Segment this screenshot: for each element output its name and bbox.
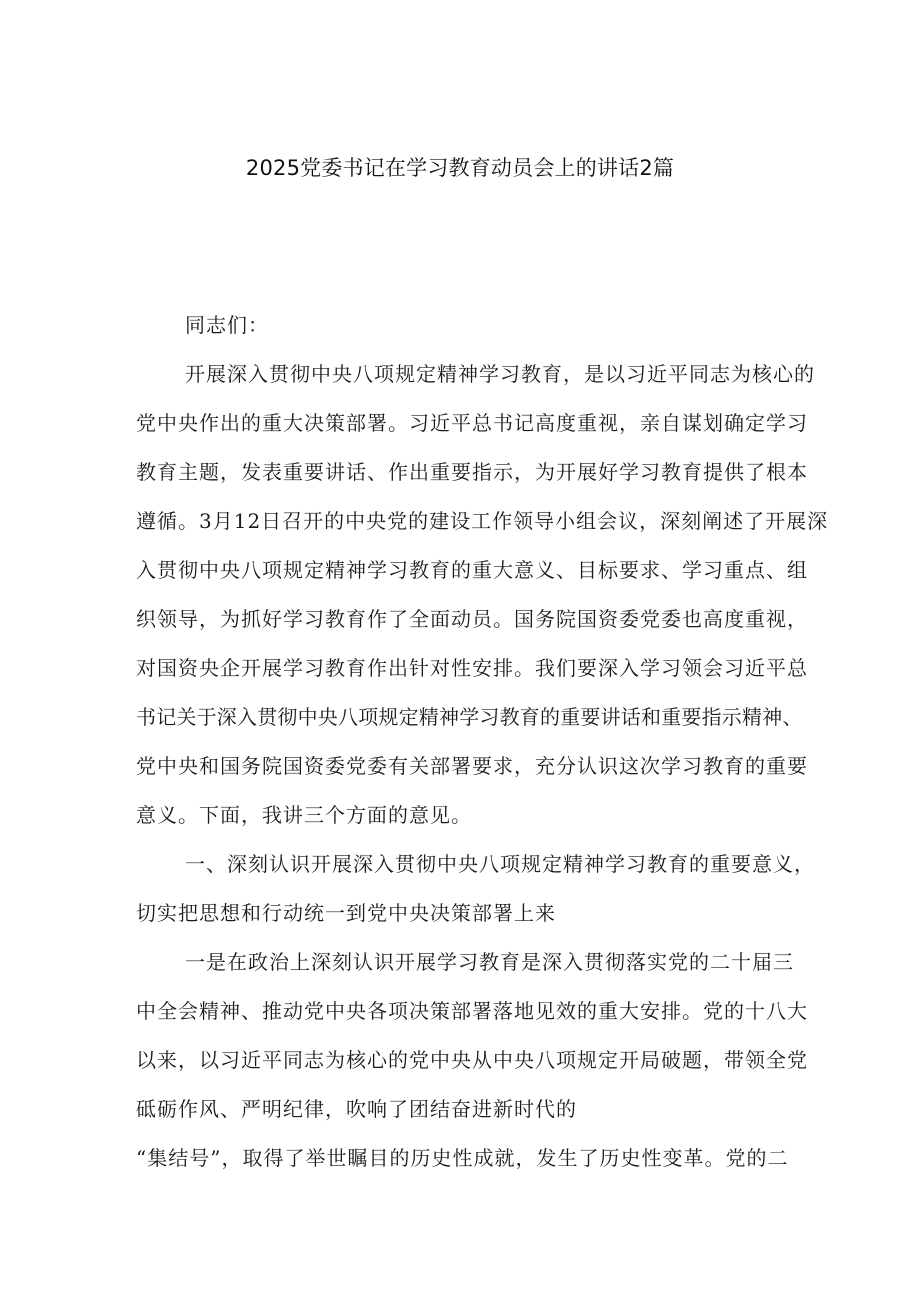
paragraph-line: 党中央和国务院国资委党委有关部署要求，充分认识这次学习教育的重要 xyxy=(136,754,808,778)
section-heading-line: 一、深刻认识开展深入贯彻中央八项规定精神学习教育的重要意义， xyxy=(185,852,815,876)
paragraph-line: 遵循。3月12日召开的中央党的建设工作领导小组会议，深刻阐述了开展深 xyxy=(136,509,829,533)
salutation-line: 同志们： xyxy=(185,313,269,337)
paragraph-line: 一是在政治上深刻认识开展学习教育是深入贯彻落实党的二十届三 xyxy=(185,950,794,974)
paragraph-line: 意义。下面，我讲三个方面的意见。 xyxy=(136,803,472,827)
paragraph-line: 砥砺作风、严明纪律，吹响了团结奋进新时代的 xyxy=(136,1097,577,1121)
paragraph-line: 以来，以习近平同志为核心的党中央从中央八项规定开局破题，带领全党 xyxy=(136,1048,808,1072)
paragraph-line: 开展深入贯彻中央八项规定精神学习教育，是以习近平同志为核心的 xyxy=(185,362,815,386)
paragraph-line: 书记关于深入贯彻中央八项规定精神学习教育的重要讲话和重要指示精神、 xyxy=(136,705,803,729)
paragraph-line: “集结号”，取得了举世瞩目的历史性成就，发生了历史性变革。党的二 xyxy=(136,1146,789,1170)
paragraph-line: 中全会精神、推动党中央各项决策部署落地见效的重大安排。党的十八大 xyxy=(136,999,808,1023)
paragraph-line: 教育主题，发表重要讲话、作出重要指示，为开展好学习教育提供了根本 xyxy=(136,460,808,484)
section-heading-line: 切实把思想和行动统一到党中央决策部署上来 xyxy=(136,901,556,925)
paragraph-line: 对国资央企开展学习教育作出针对性安排。我们要深入学习领会习近平总 xyxy=(136,656,808,680)
document-body xyxy=(136,310,829,1192)
paragraph-line: 织领导，为抓好学习教育作了全面动员。国务院国资委党委也高度重视， xyxy=(136,607,808,631)
paragraph-line: 党中央作出的重大决策部署。习近平总书记高度重视，亲自谋划确定学习 xyxy=(136,411,808,435)
paragraph-line: 入贯彻中央八项规定精神学习教育的重大意义、目标要求、学习重点、组 xyxy=(136,558,808,582)
document-title: 2025党委书记在学习教育动员会上的讲话2篇 xyxy=(245,156,675,180)
